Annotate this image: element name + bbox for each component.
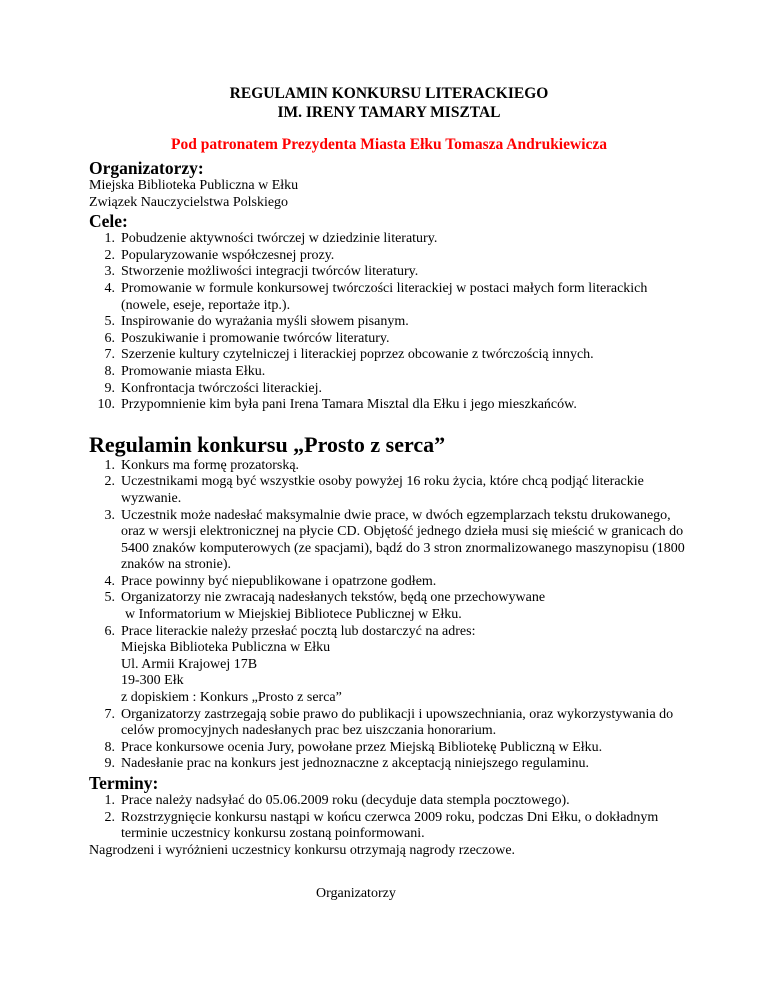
list-item: 6. Poszukiwanie i promowanie twórców literatury. (104, 330, 390, 346)
deadlines-heading: Terminy: (89, 773, 159, 793)
list-item: 3. Uczestnik może nadesłać maksymalnie dwie prace, w dwóch egzemplarzach tekstu drukowanego, oraz w wersji elektronicznej na płycie CD. Objętość jednego dzieła musi się mieścić w granicach do 5400 znaków komputerowych (ze spacjami), bądź do 3 stron znormalizowanego maszynopisu (1800 znaków na stronie). (104, 507, 685, 573)
list-item: 3. Stworzenie możliwości integracji twórców literatury. (104, 264, 419, 280)
list-item: 2. Rozstrzygnięcie konkursu nastąpi w końcu czerwca 2009 roku, podczas Dni Ełku, o dokładnym terminie uczestnicy konkursu zostaną poinformowani. (104, 809, 659, 842)
list-item: 8. Prace konkursowe ocenia Jury, powołane przez Miejską Bibliotekę Publiczną w Ełku. (104, 739, 603, 755)
list-item: 8. Promowanie miasta Ełku. (104, 363, 266, 379)
patron-line: Pod patronatem Prezydenta Miasta Ełku Tomasza Andrukiewicza (170, 136, 608, 153)
list-item: 4. Prace powinny być niepublikowane i opatrzone godłem. (104, 573, 437, 589)
rules-heading: Regulamin konkursu „Prosto z serca” (89, 431, 446, 457)
list-item: 7. Szerzenie kultury czytelniczej i literackiej poprzez obcowanie z twórczością innych. (104, 347, 594, 363)
list-item-continuation: w Informatorium w Miejskiej Bibliotece Publicznej w Ełku. (125, 607, 462, 623)
list-item: 4. Promowanie w formule konkursowej twórczości literackiej w postaci małych form literackich (nowele, eseje, reportaże itp.). (104, 280, 648, 313)
deadlines-list (89, 793, 689, 843)
list-item: 10. Przypomnienie kim była pani Irena Tamara Misztal dla Ełku i jego mieszkańców. (97, 397, 577, 413)
list-item: 1. Pobudzenie aktywności twórczej w dziedzinie literatury. (104, 231, 438, 247)
list-item: 2. Uczestnikami mogą być wszystkie osoby powyżej 16 roku życia, które chcą podjąć literackie wyzwanie. (104, 474, 644, 506)
list-item: 9. Nadesłanie prac na konkurs jest jednoznaczne z akceptacją niniejszego regulaminu. (104, 756, 590, 772)
address-line: Miejska Biblioteka Publiczna w Ełku (121, 640, 331, 656)
title-line-1: REGULAMIN KONKURSU LITERACKIEGO (229, 85, 549, 102)
title-line-2: IM. IRENY TAMARY MISZTAL (277, 104, 501, 121)
rules-list (89, 458, 689, 773)
organizer-line: Związek Nauczycielstwa Polskiego (89, 194, 289, 210)
organizer-line: Miejska Biblioteka Publiczna w Ełku (89, 178, 299, 193)
list-item: 1. Konkurs ma formę prozatorską. (104, 457, 300, 473)
list-item: 9. Konfrontacja twórczości literackiej. (104, 380, 322, 396)
list-item: 7. Organizatorzy zastrzegają sobie prawo do publikacji i upowszechniania, oraz wykorzystywania do celów promocyjnych nadesłanych prac bez uiszczania honorarium. (104, 706, 674, 739)
signature: Organizatorzy (316, 886, 396, 902)
goals-heading: Cele: (89, 211, 128, 232)
address-line: z dopiskiem : Konkurs „Prosto z serca” (121, 690, 342, 706)
organizers-heading: Organizatorzy: (89, 158, 204, 178)
list-item: 5. Organizatorzy nie zwracają nadesłanych tekstów, będą one przechowywane w Informatorium w Miejskiej Bibliotece Publicznej w Ełku. (89, 590, 689, 623)
list-item: 6. Prace literackie należy przesłać pocztą lub dostarczyć na adres: Miejska Biblioteka Publiczna w Ełku Ul. Armii Krajowej 17B 19-300 Ełk z dopiskiem : Konkurs „Prosto z serca” (89, 624, 689, 707)
document-page (89, 84, 689, 917)
list-item: 2. Popularyzowanie współczesnej prozy. (104, 247, 335, 263)
goals-list (89, 231, 689, 414)
list-item: 1. Prace należy nadsyłać do 05.06.2009 roku (decyduje data stempla pocztowego). (104, 793, 570, 808)
address-line: Ul. Armii Krajowej 17B (121, 656, 258, 672)
address-line: 19-300 Ełk (121, 673, 184, 689)
awards-note: Nagrodzeni i wyróżnieni uczestnicy konkursu otrzymają nagrody rzeczowe. (89, 842, 516, 858)
list-item: 5. Inspirowanie do wyrażania myśli słowem pisanym. (104, 314, 409, 330)
